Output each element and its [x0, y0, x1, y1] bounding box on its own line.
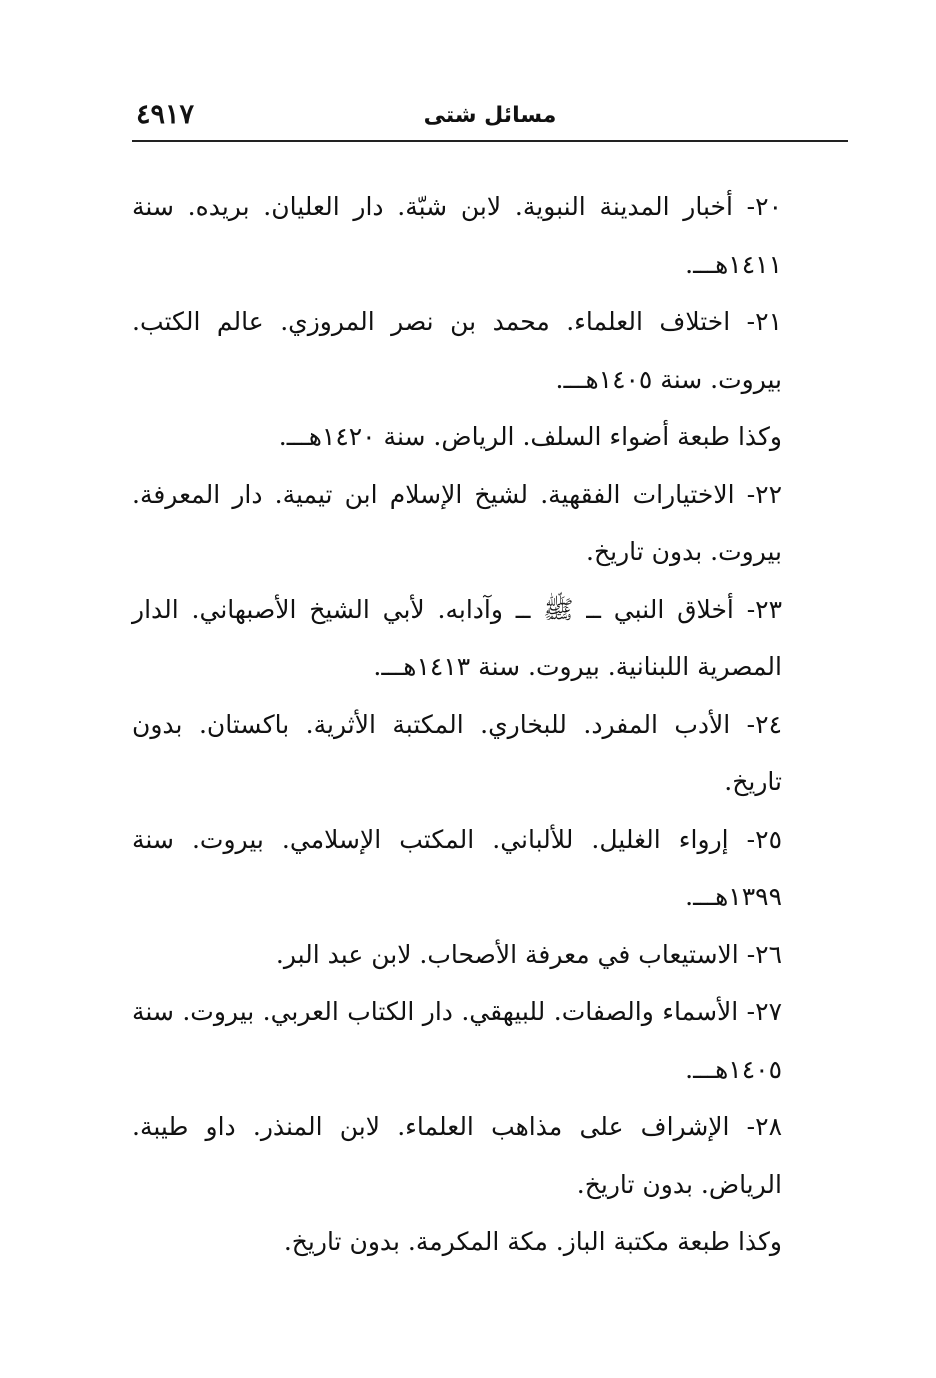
bibliography-entry-28: ٢٨- الإشراف على مذاهب العلماء. لابن المنذر. داو طيبة. الرياض. بدون تاريخ. [132, 1112, 782, 1199]
bibliography-entry-23: ٢٣- أخلاق النبي ــ ﷺ ــ وآدابه. لأبي الشيخ الأصبهاني. الدار المصرية اللبنانية. بيروت. سنة ١٤١٣هـــ. [132, 594, 782, 681]
bibliography-entry-26: ٢٦- الاستيعاب في معرفة الأصحاب. لابن عبد البر. [275, 939, 782, 969]
bibliography-list [132, 178, 782, 1271]
bibliography-entry-27: ٢٧- الأسماء والصفات. للبيهقي. دار الكتاب العربي. بيروت. سنة ١٤٠٥هـــ. [132, 997, 782, 1084]
header-divider [132, 140, 848, 142]
running-title: مسائل شتى [423, 103, 557, 128]
bibliography-entry-20: ٢٠- أخبار المدينة النبوية. لابن شبّة. دار العليان. بريده. سنة ١٤١١هـــ. [132, 192, 782, 279]
page-number: ٤٩١٧ [136, 99, 195, 130]
bibliography-entry-24: ٢٤- الأدب المفرد. للبخاري. المكتبة الأثرية. باكستان. بدون تاريخ. [132, 709, 782, 796]
bibliography-entry-25: ٢٥- إرواء الغليل. للألباني. المكتب الإسلامي. بيروت. سنة ١٣٩٩هـــ. [132, 824, 782, 911]
bibliography-entry-22: ٢٢- الاختيارات الفقهية. لشيخ الإسلام ابن تيمية. دار المعرفة. بيروت. بدون تاريخ. [132, 479, 782, 566]
bibliography-entry-21-alt-edition: وكذا طبعة أضواء السلف. الرياض. سنة ١٤٢٠هـــ. [278, 422, 782, 451]
bibliography-entry-28-alt-edition: وكذا طبعة مكتبة الباز. مكة المكرمة. بدون تاريخ. [283, 1227, 782, 1256]
page-header [132, 96, 848, 136]
bibliography-entry-21: ٢١- اختلاف العلماء. محمد بن نصر المروزي. عالم الكتب. بيروت. سنة ١٤٠٥هـــ. [132, 307, 782, 394]
